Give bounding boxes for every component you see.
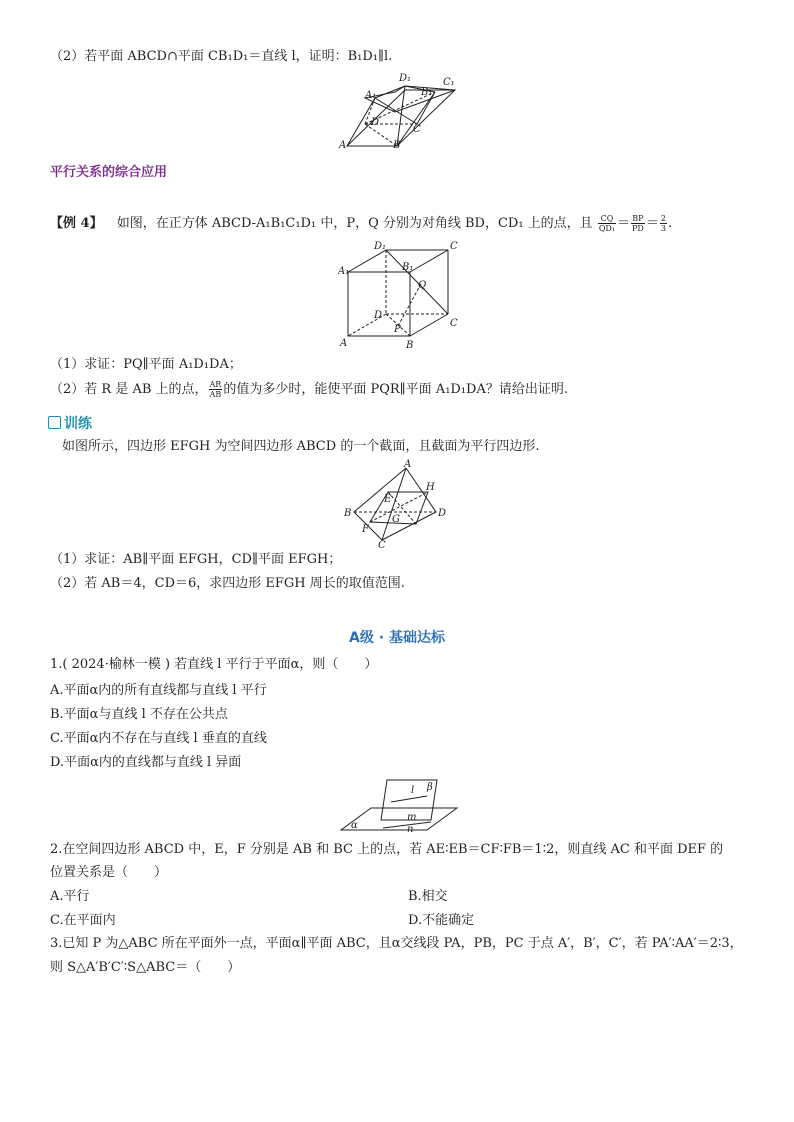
tetra-label-e: E	[384, 494, 392, 505]
example4-line: 【例 4】 如图，在正方体 ABCD-A₁B₁C₁D₁ 中，P，Q 分别为对角线 BD，CD₁ 上的点，且 $\frac{CQ}{\text{QD₁}}$ ＝ $\frac{BP}{PD}$ ＝ $\frac{2}{3}$ .	[50, 214, 673, 233]
fig1-label-b1: B₁	[421, 87, 433, 98]
cube-label-d: D	[374, 310, 383, 321]
problem2-option-a: A.平行	[50, 889, 90, 904]
fig1-label-c: C	[413, 124, 421, 135]
fraction-ar-ab: $\frac{AR}{AB}$	[209, 380, 222, 399]
fig1-label-b: B	[393, 140, 401, 151]
plane-alpha	[341, 808, 457, 830]
plane-label-beta: β	[427, 782, 433, 793]
problem3-stem-line2: 则 S△A′B′C′∶S△ABC＝（ ）	[50, 960, 241, 975]
cube-label-b: B	[406, 340, 414, 351]
cube-label-p: P	[394, 324, 401, 335]
plane-label-alpha: α	[351, 820, 358, 831]
training-heading: 训练	[48, 413, 92, 433]
example4-q1: （1）求证：PQ∥平面 A₁D₁DA；	[50, 357, 242, 372]
cube-label-q: Q	[418, 280, 427, 291]
plane-label-l: l	[411, 785, 415, 796]
training-q1: （1）求证：AB∥平面 EFGH，CD∥平面 EFGH；	[50, 552, 342, 567]
problem2-option-d: D.不能确定	[408, 913, 475, 928]
tetrahedron-figure	[340, 458, 460, 550]
tetra-label-c: C	[378, 540, 386, 550]
tetra-label-h: H	[426, 482, 435, 493]
problem2-stem-line1: 2.在空间四边形 ABCD 中，E，F 分别是 AB 和 BC 上的点，若 AE∶EB＝CF∶FB＝1∶2，则直线 AC 和平面 DEF 的	[50, 842, 724, 857]
cube-label-a: A	[340, 338, 348, 349]
example4-tag: 【例 4】	[50, 216, 103, 231]
section-heading: 平行关系的综合应用	[50, 165, 168, 180]
tetra-label-f: F	[362, 524, 369, 535]
training-icon	[48, 416, 61, 429]
problem2-option-b: B.相交	[408, 889, 448, 904]
cube-label-c: C	[450, 318, 458, 329]
problem1-stem: 1.( 2024·榆林一模 ) 若直线 l 平行于平面α，则（ ）	[50, 657, 378, 672]
tetra-label-b: B	[344, 508, 352, 519]
fig1-label-d1: D₁	[399, 73, 412, 84]
fig1-label-a: A	[339, 140, 347, 151]
fraction-two-thirds: $\frac{2}{3}$	[660, 214, 666, 233]
example4-text: 如图，在正方体 ABCD-A₁B₁C₁D₁ 中，P，Q 分别为对角线 BD，CD₁ 上的点，且	[116, 216, 593, 231]
top-question-2: （2）若平面 ABCD∩平面 CB₁D₁＝直线 l，证明：B₁D₁∥l.	[50, 49, 393, 64]
cube-label-c1: C	[450, 241, 458, 252]
tetra-label-a: A	[404, 459, 412, 470]
cube-figure	[338, 240, 468, 352]
plane-label-m: m	[407, 812, 417, 823]
cube-label-d1: D₁	[374, 241, 387, 252]
fig1-label-c1: C₁	[443, 77, 455, 88]
level-heading: A级 · 基础达标	[349, 630, 445, 646]
problem2-stem-line2: 位置关系是（ ）	[50, 865, 168, 880]
tetra-label-g: G	[392, 514, 400, 525]
training-q2: （2）若 AB＝4，CD＝6，求四边形 EFGH 周长的取值范围.	[50, 576, 405, 591]
problem1-option-d: D.平面α内的直线都与直线 l 异面	[50, 755, 242, 770]
problem1-option-b: B.平面α与直线 l 不存在公共点	[50, 707, 228, 722]
cube-label-a1: A₁	[338, 266, 350, 277]
fraction-cq-qd1: $\frac{CQ}{\text{QD₁}}$	[598, 214, 616, 233]
problem2-option-c: C.在平面内	[50, 913, 116, 928]
plane-figure	[335, 772, 465, 836]
fraction-bp-pd: $\frac{BP}{PD}$	[632, 214, 644, 233]
cube-label-b1: B₁	[402, 262, 414, 273]
example4-q2: （2）若 R 是 AB 上的点， $\frac{AR}{AB}$ 的值为多少时，能使平面 PQR∥平面 A₁D₁DA？请给出证明.	[50, 380, 568, 399]
parallelepiped-figure	[335, 68, 475, 152]
problem1-option-c: C.平面α内不存在与直线 l 垂直的直线	[50, 731, 267, 746]
fig1-label-a1: A₁	[365, 90, 377, 101]
training-intro: 如图所示，四边形 EFGH 为空间四边形 ABCD 的一个截面，且截面为平行四边形.	[62, 439, 540, 454]
plane-label-n: n	[407, 824, 414, 835]
tetra-label-d: D	[438, 508, 447, 519]
fig1-label-d: D	[371, 117, 380, 128]
problem3-stem-line1: 3.已知 P 为△ABC 所在平面外一点，平面α∥平面 ABC，且α交线段 PA，PB，PC 于点 A′，B′，C′，若 PA′∶AA′＝2∶3，	[50, 936, 743, 951]
problem1-option-a: A.平面α内的所有直线都与直线 l 平行	[50, 683, 267, 698]
